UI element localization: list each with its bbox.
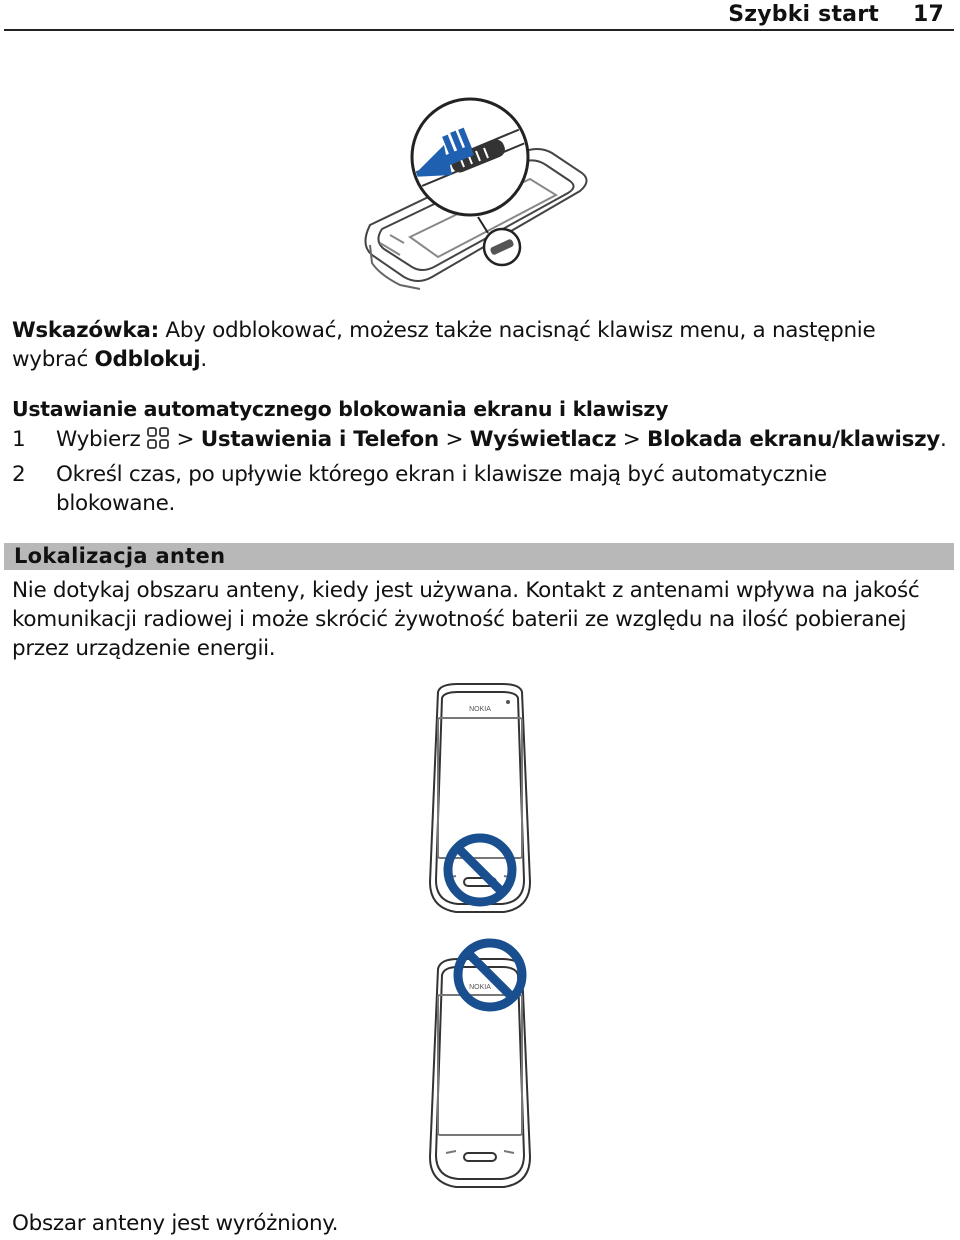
tip-label: Wskazówka:	[12, 318, 159, 343]
tip-text-1: Aby odblokować, możesz także nacisnąć klawisz menu, a następnie	[158, 318, 876, 343]
antenna-line-2: komunikacji radiowej i może skrócić żywotność baterii ze względu na ilość pobieranej	[12, 607, 907, 632]
tip-paragraph	[12, 316, 875, 374]
path-sep-1: >	[176, 427, 195, 452]
antenna-caption: Obszar anteny jest wyróżniony.	[12, 1211, 339, 1236]
tip-text-2: wybrać	[12, 347, 95, 372]
page-number: 17	[912, 2, 944, 27]
step-1-end: .	[940, 427, 947, 452]
antenna-paragraph	[12, 576, 919, 663]
path-item-3: Blokada ekranu/klawiszy	[647, 427, 941, 452]
lock-switch-illustration	[360, 95, 600, 295]
step-2-line-1: Określ czas, po upływie którego ekran i klawisze mają być automatycznie	[56, 462, 827, 487]
step-2-number: 2	[12, 462, 26, 487]
svg-text:NOKIA: NOKIA	[469, 706, 491, 713]
step-2-text	[56, 460, 827, 518]
path-item-2: Wyświetlacz	[469, 427, 617, 452]
tip-end: .	[200, 347, 207, 372]
menu-icon	[146, 426, 170, 458]
section-title: Szybki start	[728, 2, 879, 27]
svg-text:NOKIA: NOKIA	[469, 984, 491, 991]
phone-bottom-antenna-illustration	[418, 682, 542, 922]
step-2-line-2: blokowane.	[56, 491, 176, 516]
header-text	[728, 2, 944, 27]
path-sep-2: >	[445, 427, 464, 452]
step-1-prefix: Wybierz	[56, 427, 141, 452]
section-title-antenna: Lokalizacja anten	[14, 544, 226, 568]
section-bar	[4, 543, 954, 570]
tip-action: Odblokuj	[94, 347, 201, 372]
path-item-1: Ustawienia i Telefon	[200, 427, 439, 452]
phone-top-antenna-illustration	[418, 935, 542, 1191]
antenna-line-1: Nie dotykaj obszaru anteny, kiedy jest używana. Kontakt z antenami wpływa na jakość	[12, 578, 920, 603]
path-sep-3: >	[622, 427, 641, 452]
page-header	[4, 0, 954, 31]
step-1-number: 1	[12, 427, 26, 452]
autolock-heading: Ustawianie automatycznego blokowania ekranu i klawiszy	[12, 397, 669, 421]
step-1-text	[56, 425, 947, 458]
antenna-line-3: przez urządzenie energii.	[12, 636, 276, 661]
